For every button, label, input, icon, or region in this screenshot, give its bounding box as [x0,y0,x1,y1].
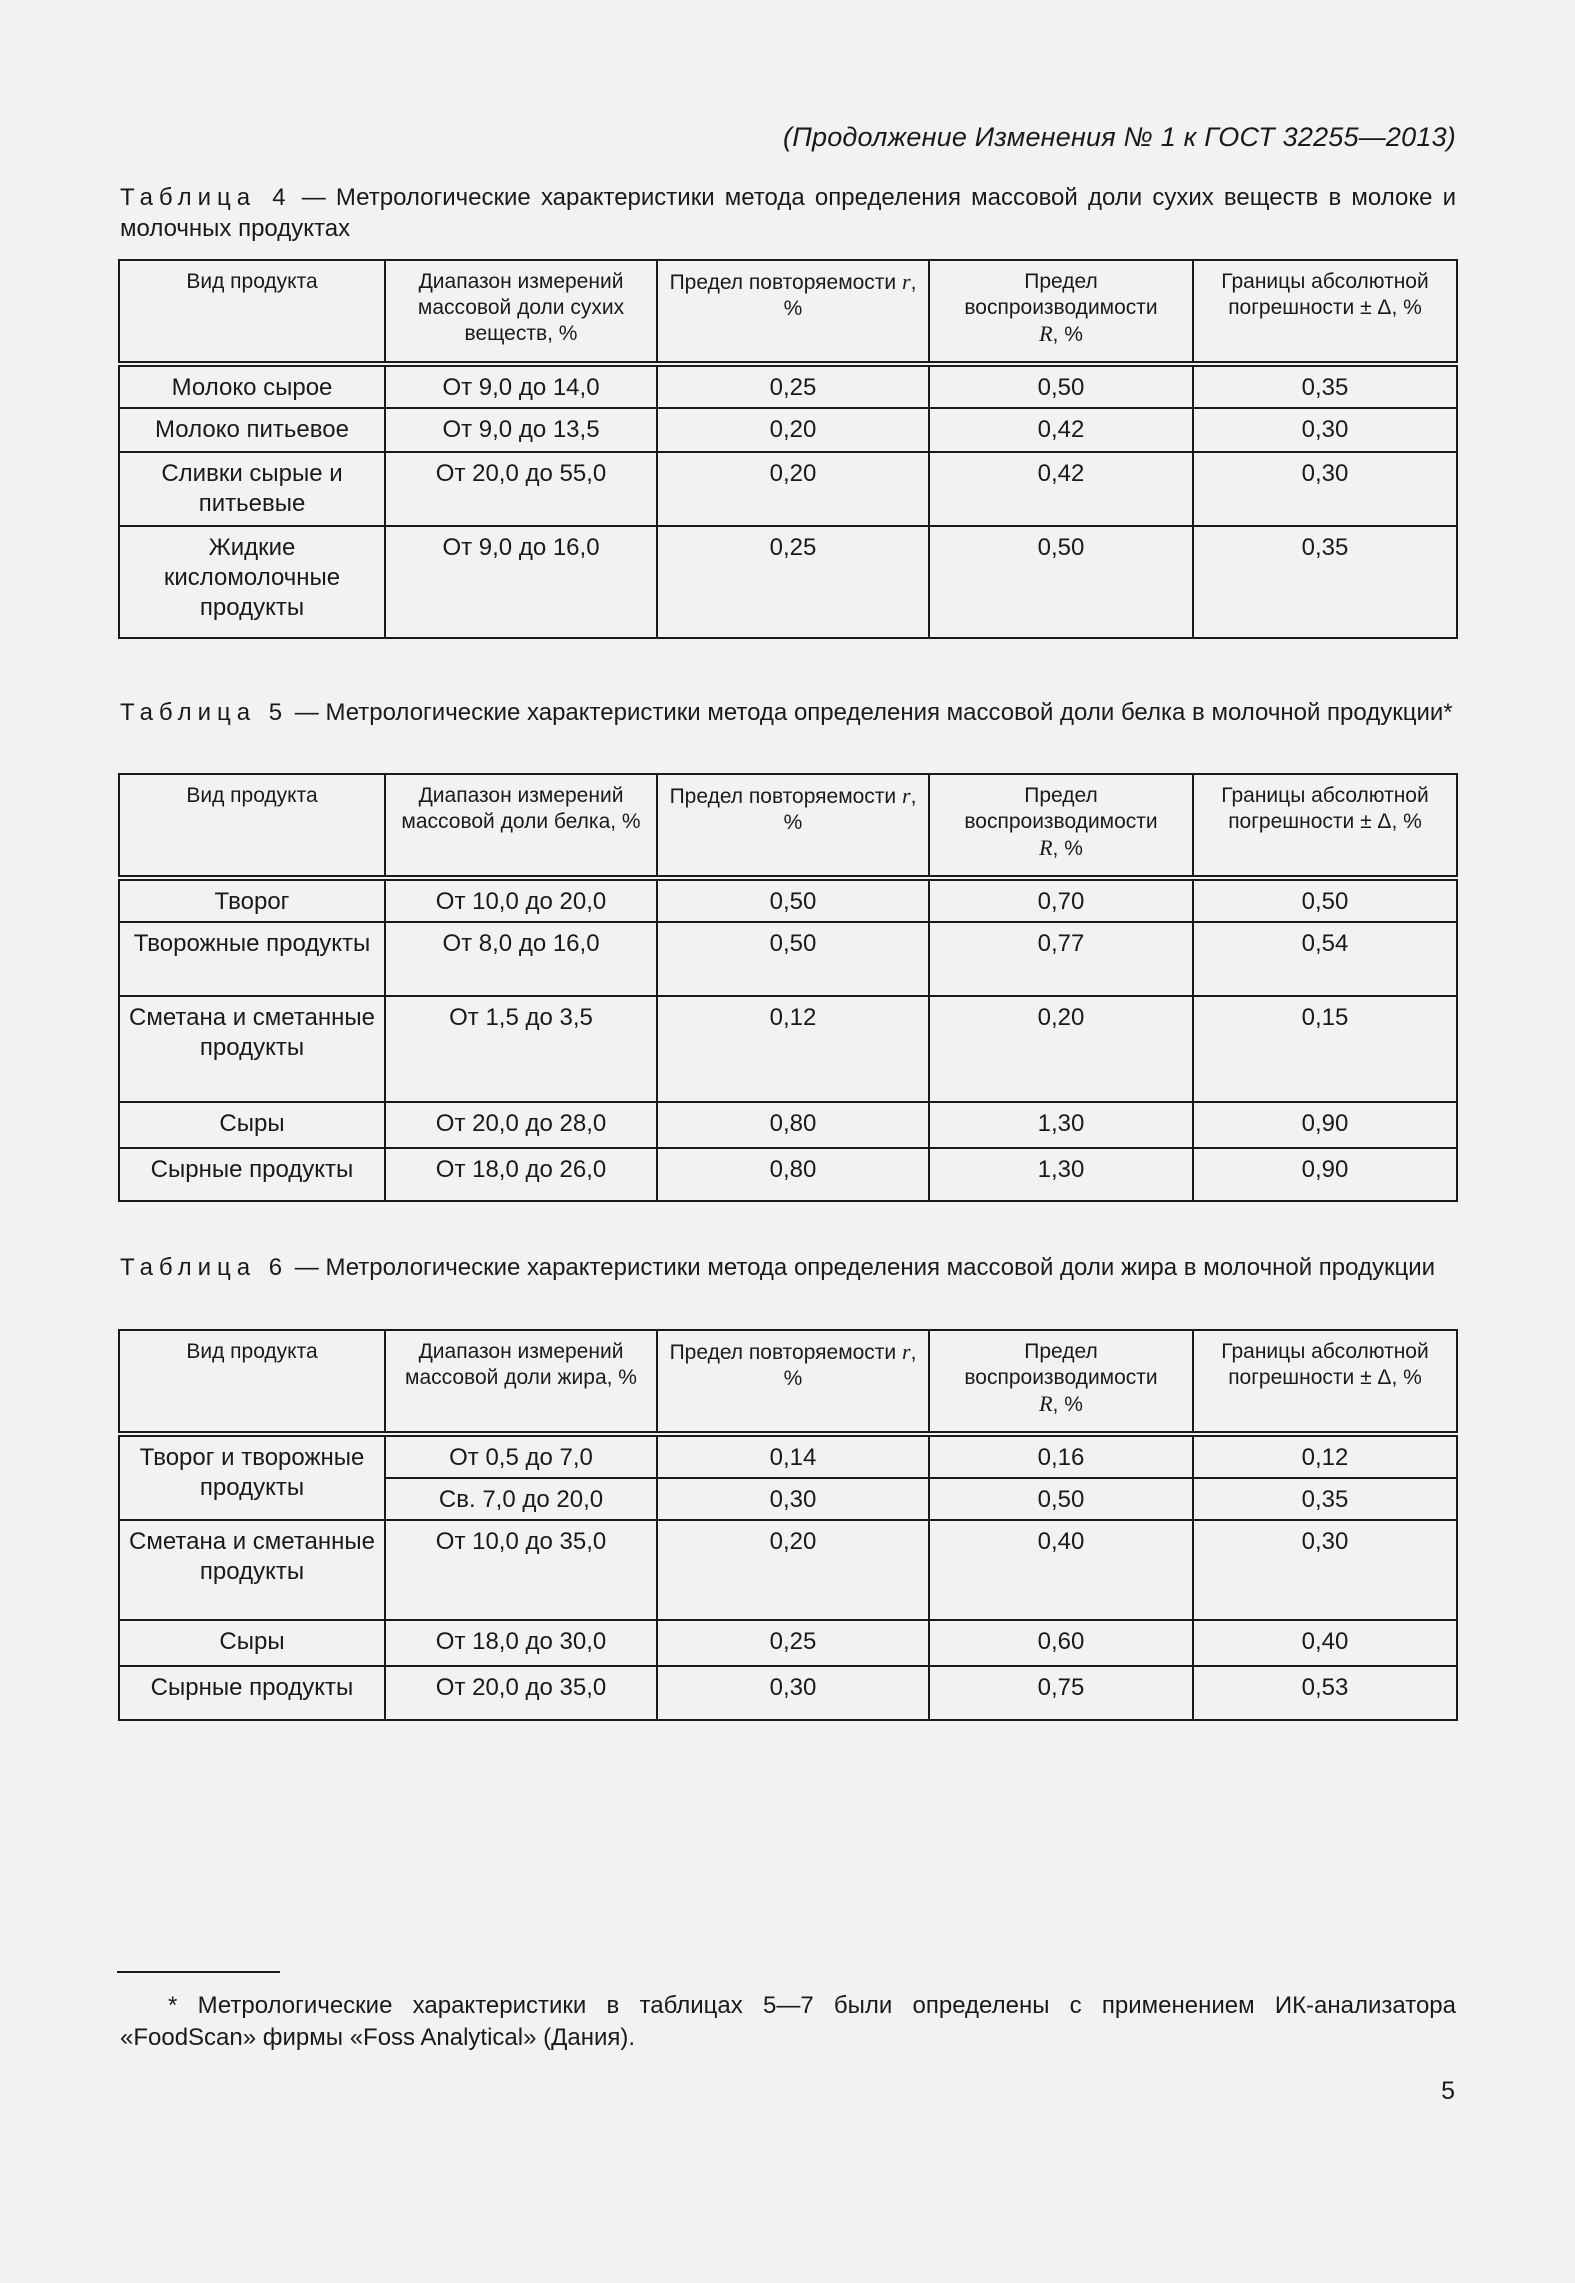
table-row [119,408,1457,452]
cell-delta: 0,30 [1193,1520,1457,1620]
cell-range: От 20,0 до 35,0 [385,1666,657,1720]
cell-r: 0,25 [657,526,929,638]
col-error-header: Границы абсолютной погрешности ± Δ, % [1193,1330,1457,1434]
cell-R: 1,30 [929,1148,1193,1201]
cell-R: 0,42 [929,408,1193,452]
cell-delta: 0,53 [1193,1666,1457,1720]
table-row [119,452,1457,526]
cell-r: 0,25 [657,364,929,408]
cell-product: Творог [119,878,385,922]
table-row [119,1666,1457,1720]
cell-range: От 9,0 до 13,5 [385,408,657,452]
table-header-row [119,774,1457,878]
cell-R: 0,42 [929,452,1193,526]
table-row [119,364,1457,408]
cell-r: 0,20 [657,1520,929,1620]
cell-product: Сырные продукты [119,1666,385,1720]
col-error-header: Границы абсолютной погрешности ± Δ, % [1193,774,1457,878]
cell-R: 1,30 [929,1102,1193,1148]
cell-delta: 0,35 [1193,364,1457,408]
table4-caption-label: Таблица 4 [120,184,292,211]
table6 [118,1329,1458,1721]
col-reproducibility-header: Предел воспроизводимости R, % [929,1330,1193,1434]
cell-R: 0,75 [929,1666,1193,1720]
cell-product: Сырные продукты [119,1148,385,1201]
cell-product: Сыры [119,1620,385,1666]
cell-r: 0,20 [657,408,929,452]
cell-R: 0,50 [929,1478,1193,1520]
cell-range: Св. 7,0 до 20,0 [385,1478,657,1520]
cell-R: 0,60 [929,1620,1193,1666]
cell-range: От 20,0 до 55,0 [385,452,657,526]
col-reproducibility-header: Предел воспроизводимости R, % [929,774,1193,878]
cell-delta: 0,35 [1193,526,1457,638]
cell-delta: 0,12 [1193,1434,1457,1478]
cell-R: 0,50 [929,526,1193,638]
cell-r: 0,30 [657,1666,929,1720]
cell-r: 0,14 [657,1434,929,1478]
table-row [119,526,1457,638]
table-row [119,878,1457,922]
col-repeatability-header: Предел повторяемости r, % [657,1330,929,1434]
cell-r: 0,30 [657,1478,929,1520]
cell-range: От 1,5 до 3,5 [385,996,657,1102]
cell-r: 0,20 [657,452,929,526]
col-error-header: Границы абсолютной погрешности ± Δ, % [1193,260,1457,364]
cell-delta: 0,35 [1193,1478,1457,1520]
table6-caption-text: — Метрологические характеристики метода определения массовой доли жира в молочной продукции [288,1254,1436,1281]
cell-r: 0,80 [657,1102,929,1148]
cell-delta: 0,30 [1193,408,1457,452]
cell-range: От 0,5 до 7,0 [385,1434,657,1478]
cell-R: 0,77 [929,922,1193,996]
cell-R: 0,20 [929,996,1193,1102]
col-repeatability-header: Предел повторяемости r, % [657,260,929,364]
cell-range: От 18,0 до 30,0 [385,1620,657,1666]
table-row [119,1102,1457,1148]
table4-caption [120,182,1456,244]
table5-caption-text: — Метрологические характеристики метода определения массовой доли белка в молочной продукции* [288,699,1453,726]
col-repeatability-header: Предел повторяемости r, % [657,774,929,878]
cell-product: Сыры [119,1102,385,1148]
cell-product: Сметана и сметанные продукты [119,996,385,1102]
table4 [118,259,1458,639]
cell-product: Сметана и сметанные продукты [119,1520,385,1620]
table5 [118,773,1458,1202]
col-product-header: Вид продукта [119,1330,385,1434]
cell-r: 0,50 [657,878,929,922]
cell-range: От 9,0 до 16,0 [385,526,657,638]
cell-R: 0,40 [929,1520,1193,1620]
table-header-row [119,260,1457,364]
table6-caption-label: Таблица 6 [120,1254,289,1281]
col-product-header: Вид продукта [119,774,385,878]
cell-R: 0,16 [929,1434,1193,1478]
cell-R: 0,50 [929,364,1193,408]
table-row [119,922,1457,996]
cell-delta: 0,30 [1193,452,1457,526]
table-row [119,996,1457,1102]
cell-range: От 20,0 до 28,0 [385,1102,657,1148]
footnote-divider [117,1971,280,1973]
table-row [119,1620,1457,1666]
cell-range: От 10,0 до 20,0 [385,878,657,922]
cell-product: Молоко питьевое [119,408,385,452]
col-range-header: Диапазон измерений массовой доли белка, % [385,774,657,878]
cell-product: Жидкие кисломолочные продукты [119,526,385,638]
running-head: (Продолжение Изменения № 1 к ГОСТ 32255—2013) [783,122,1456,152]
table-row [119,1148,1457,1201]
footnote: * Метрологические характеристики в таблицах 5—7 были определены с применением ИК-анализатора «FoodScan» фирмы «Foss Analytical» (Дания). [120,1992,1456,2051]
cell-r: 0,25 [657,1620,929,1666]
cell-product: Молоко сырое [119,364,385,408]
cell-range: От 18,0 до 26,0 [385,1148,657,1201]
cell-range: От 8,0 до 16,0 [385,922,657,996]
cell-product: Творог и творожные продукты [119,1434,385,1520]
cell-product: Сливки сырые и питьевые [119,452,385,526]
page-number: 5 [1441,2077,1455,2105]
cell-delta: 0,50 [1193,878,1457,922]
col-reproducibility-header: Предел воспроизводимости R, % [929,260,1193,364]
cell-range: От 10,0 до 35,0 [385,1520,657,1620]
cell-delta: 0,90 [1193,1102,1457,1148]
table-row [119,1434,1457,1478]
table6-caption [120,1252,1456,1283]
cell-delta: 0,15 [1193,996,1457,1102]
cell-range: От 9,0 до 14,0 [385,364,657,408]
table-row [119,1520,1457,1620]
col-range-header: Диапазон измерений массовой доли сухих веществ, % [385,260,657,364]
cell-R: 0,70 [929,878,1193,922]
table-header-row [119,1330,1457,1434]
table4-caption-text: — Метрологические характеристики метода определения массовой доли сухих веществ в молоке и молочных продуктах [120,184,1456,242]
cell-delta: 0,90 [1193,1148,1457,1201]
cell-r: 0,80 [657,1148,929,1201]
col-range-header: Диапазон измерений массовой доли жира, % [385,1330,657,1434]
table5-caption [120,697,1456,728]
cell-delta: 0,54 [1193,922,1457,996]
cell-product: Творожные продукты [119,922,385,996]
col-product-header: Вид продукта [119,260,385,364]
cell-delta: 0,40 [1193,1620,1457,1666]
cell-r: 0,50 [657,922,929,996]
cell-r: 0,12 [657,996,929,1102]
table5-caption-label: Таблица 5 [120,699,289,726]
